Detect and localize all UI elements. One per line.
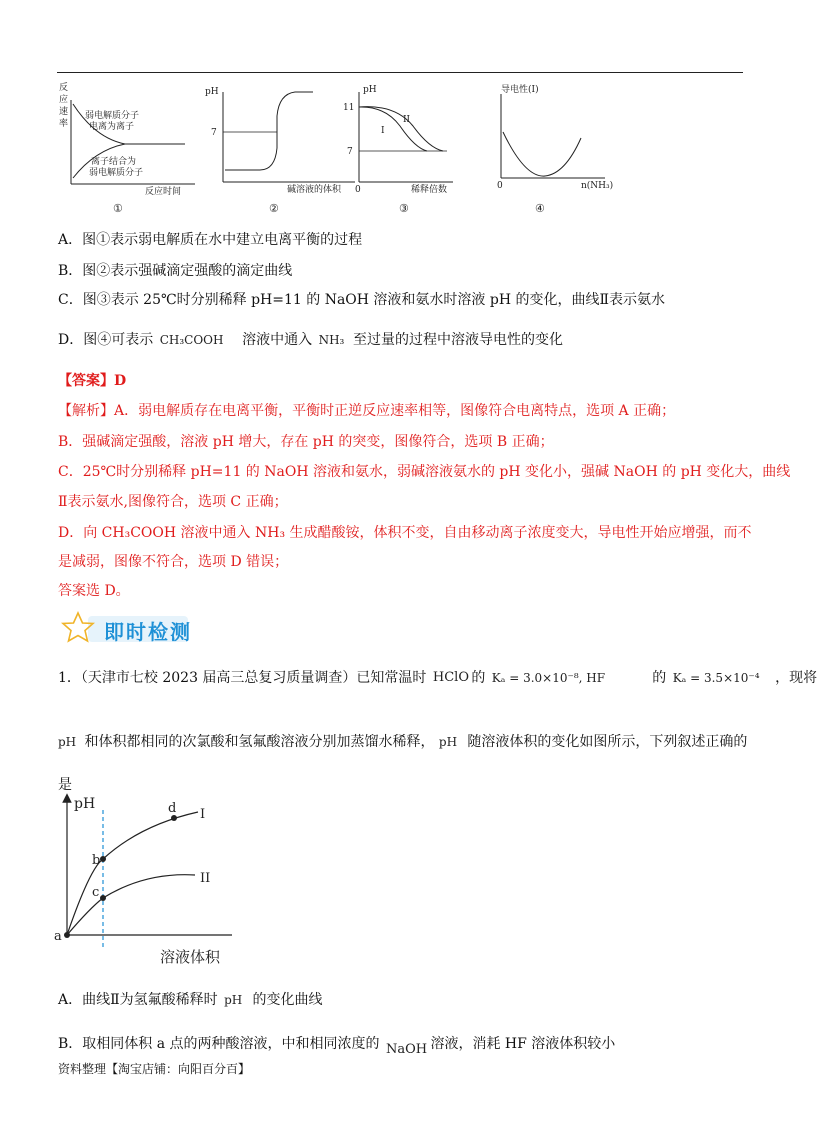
- figures-row: [55, 78, 755, 218]
- q1-graph-curve-I: [67, 812, 198, 935]
- q1-ka1: Kₐ = 3.0×10⁻⁸, HF: [491, 671, 606, 685]
- option-d-mid: 溶液中通入: [242, 332, 313, 348]
- f3-number: ③: [399, 202, 409, 215]
- f4-number: ④: [535, 202, 545, 215]
- f1-top-label-2: 电离为离子: [89, 122, 135, 132]
- analysis-line-5: D．向 CH₃COOH 溶液中通入 NH₃ 生成醋酸铵，体积不变，自由移动离子浓度变大，导电性开始应增强，而不: [58, 525, 752, 541]
- f3-ylabel: pH: [363, 85, 377, 95]
- q1-graph-point-b: [100, 856, 106, 862]
- q1-graph-label-d: d: [168, 801, 177, 816]
- q1-ph2: pH: [438, 735, 458, 749]
- q1-option-b: [58, 1034, 616, 1057]
- f1-number: ①: [113, 202, 123, 215]
- q1-graph-label-b: b: [92, 853, 101, 868]
- q1-option-a: [58, 990, 323, 1010]
- f2-number: ②: [269, 202, 279, 215]
- analysis-line-4: Ⅱ表示氨水,图像符合，选项 C 正确；: [58, 494, 288, 510]
- f1-bottom-label-1: 离子结合为: [91, 157, 137, 167]
- f4-conductivity-curve: [503, 132, 581, 176]
- f3-y11: 11: [343, 103, 355, 113]
- f1-bottom-label-2: 弱电解质分子: [89, 168, 144, 178]
- option-b: B．图②表示强碱滴定强酸的滴定曲线: [58, 263, 293, 279]
- f1-top-label-1: 弱电解质分子: [85, 111, 140, 121]
- f1-ylabel-1: 应: [59, 95, 69, 105]
- q1-line2-text: 和体积都相同的次氯酸和氢氟酸溶液分别加蒸馏水稀释，: [84, 734, 435, 750]
- question-1-line-2: [58, 732, 747, 752]
- q1-formula1: HClO: [432, 670, 469, 685]
- q1-de1: 的: [471, 670, 486, 686]
- f1-xlabel: 反应时间: [145, 187, 182, 197]
- f2-ylabel: pH: [205, 87, 219, 97]
- option-d-pre: D．图④可表示: [58, 332, 154, 348]
- f4-origin: 0: [497, 181, 503, 191]
- f2-titration-curve: [225, 92, 313, 170]
- f3-curve1: I: [381, 126, 385, 136]
- q1-graph-label-c: c: [92, 885, 100, 900]
- q1-option-a-pre: A．曲线Ⅱ为氢氟酸稀释时: [58, 992, 218, 1008]
- option-a: A．图①表示弱电解质在水中建立电离平衡的过程: [58, 232, 363, 248]
- f1-ylabel-3: 率: [59, 119, 69, 129]
- analysis-line-7: 答案选 D。: [58, 583, 130, 599]
- q1-graph-point-a: [64, 932, 70, 938]
- option-c: C．图③表示 25℃时分别稀释 pH=11 的 NaOH 溶液和氨水时溶液 pH 的变化，曲线Ⅱ表示氨水: [58, 292, 666, 308]
- section-title: 即时检测: [104, 620, 192, 644]
- answer-line: 【答案】D: [58, 373, 127, 389]
- q1-option-a-post: 的变化曲线: [252, 992, 323, 1008]
- figure-3: [343, 85, 453, 215]
- footer-source: 资料整理【淘宝店铺：向阳百分百】: [58, 1062, 251, 1076]
- option-d-formula1: CH₃COOH: [159, 333, 224, 347]
- q1-graph: [50, 790, 240, 970]
- figure-1: [59, 81, 195, 215]
- q1-option-b-post: 溶液，消耗 HF 溶液体积较小: [430, 1036, 616, 1052]
- f3-curve-II: [359, 107, 443, 151]
- option-d: [58, 330, 563, 350]
- f3-xlabel: 稀释倍数: [411, 185, 448, 195]
- q1-option-b-pre: B．取相同体积 a 点的两种酸溶液，中和相同浓度的: [58, 1036, 380, 1052]
- analysis-line-1: 【解析】A．弱电解质存在电离平衡，平衡时正逆反应速率相等，图像符合电离特点，选项 A 正确；: [58, 403, 676, 419]
- analysis-line-3: C．25℃时分别稀释 pH=11 的 NaOH 溶液和氨水，弱碱溶液氨水的 pH 变化小，强碱 NaOH 的 pH 变化大，曲线: [58, 464, 791, 480]
- q1-de2: 的: [652, 670, 667, 686]
- q1-option-a-ph: pH: [224, 993, 243, 1007]
- header-rule: [57, 72, 743, 73]
- q1-graph-ylabel: pH: [74, 796, 96, 812]
- q1-ph1: pH: [58, 735, 77, 749]
- q1-post1: ，现将: [775, 670, 817, 686]
- q1-option-b-formula: NaOH: [386, 1042, 428, 1057]
- f1-ylabel-0: 反: [59, 83, 69, 93]
- q1-graph-point-c: [100, 895, 106, 901]
- q1-graph-label-a: a: [54, 929, 62, 944]
- q1-graph-curve-II: [67, 875, 195, 935]
- q1-graph-xlabel: 溶液体积: [160, 948, 221, 966]
- f2-xlabel: 碱溶液的体积: [287, 185, 342, 195]
- f4-ylabel: 导电性(I): [501, 85, 539, 95]
- f4-xlabel: n(NH₃): [581, 181, 614, 191]
- figure-4: [497, 83, 613, 215]
- f3-curve2: II: [403, 115, 411, 125]
- q1-ka2: Kₐ = 3.5×10⁻⁴: [672, 671, 760, 685]
- figure-2: [205, 87, 355, 215]
- q1-line2-post: 随溶液体积的变化如图所示，下列叙述正确的: [467, 734, 748, 750]
- question-1-line-1: [58, 668, 817, 688]
- option-d-post: 至过量的过程中溶液导电性的变化: [353, 332, 564, 348]
- option-d-formula2: NH₃: [318, 333, 345, 347]
- f3-origin: 0: [355, 185, 361, 195]
- f2-y7: 7: [211, 128, 217, 138]
- f1-ylabel-2: 速: [59, 107, 69, 117]
- f3-y7: 7: [347, 147, 353, 157]
- q1-graph-label-II: II: [200, 871, 211, 886]
- q1-graph-label-I: I: [200, 807, 206, 822]
- analysis-line-6: 是减弱，图像不符合，选项 D 错误；: [58, 554, 289, 570]
- question-1-line-3: 是: [58, 777, 72, 793]
- f3-curve-I: [359, 107, 427, 151]
- analysis-line-2: B．强碱滴定强酸，溶液 pH 增大，存在 pH 的突变，图像符合，选项 B 正确；: [58, 434, 554, 450]
- q1-pre: 1．（天津市七校 2023 届高三总复习质量调查）已知常温时: [58, 670, 427, 686]
